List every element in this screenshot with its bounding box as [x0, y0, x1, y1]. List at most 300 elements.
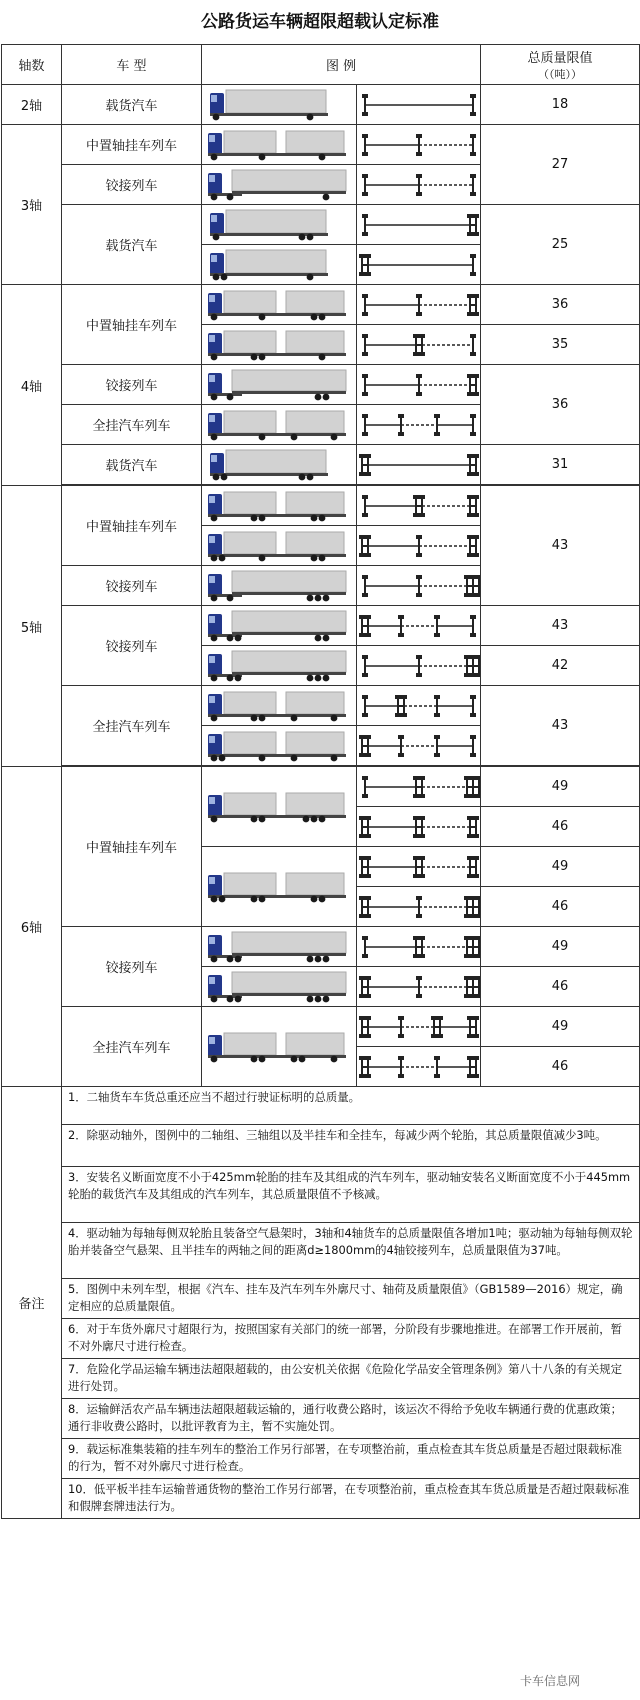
vehicle-image: [202, 405, 357, 445]
axle-group-5: 5轴: [2, 486, 62, 767]
axle-tire: [470, 713, 476, 717]
wheel: [307, 273, 314, 280]
wheel: [319, 353, 326, 360]
wheel: [315, 594, 322, 601]
type-cell: 载货汽车: [62, 445, 202, 485]
axle-tire: [398, 414, 404, 418]
note-item: 3．安装名义断面宽度不小于425mm轮胎的挂车及其组成的汽车列车，驱动轴安装名义断面宽度不小于445mm轮胎的载货汽车及其组成的汽车列车，其总质量限值不予核减。: [62, 1167, 640, 1223]
axle-tire: [467, 1016, 473, 1020]
axle-tire: [470, 254, 476, 258]
chassis: [208, 313, 278, 316]
axle-tire: [434, 753, 440, 757]
axle-tire: [467, 472, 473, 476]
axle-tire: [467, 874, 473, 878]
wheel: [227, 594, 234, 601]
axle-tire: [467, 232, 473, 236]
limit-cell: 18: [481, 85, 640, 125]
axle-tire: [470, 633, 476, 637]
axle-tire: [362, 954, 368, 958]
axle-tire: [470, 192, 476, 196]
axle-tire: [365, 753, 371, 757]
axle-tire: [365, 1016, 371, 1020]
wheel: [227, 674, 234, 681]
wheel: [213, 113, 220, 120]
axle-tire: [470, 134, 476, 138]
cargo-box: [224, 732, 276, 754]
axle-tire: [359, 615, 365, 619]
axle-tire: [467, 834, 473, 838]
axle-tire: [467, 312, 473, 316]
axle-tire: [470, 655, 476, 659]
limit-cell: 46: [481, 1047, 640, 1087]
axle-tire: [470, 735, 476, 739]
axle-tire: [473, 312, 479, 316]
note-item: 7．危险化学品运输车辆违法超限超载的，由公安机关依据《危险化学品安全管理条例》第八十八条的有关规定进行处罚。: [62, 1359, 640, 1399]
trailer-chassis: [278, 153, 346, 156]
wheel: [221, 473, 228, 480]
cab-window: [209, 295, 215, 302]
wheel: [259, 1055, 266, 1062]
wheel: [211, 193, 218, 200]
wheel: [211, 594, 218, 601]
axle-diagram: [357, 405, 481, 445]
axle-tire: [470, 954, 476, 958]
axle-tire: [467, 214, 473, 218]
axle-tire: [365, 553, 371, 557]
type-cell: 全挂汽车列车: [62, 1007, 202, 1087]
axle-tire: [464, 936, 470, 940]
axle-tire: [362, 174, 368, 178]
wheel: [211, 313, 218, 320]
axle-tire: [362, 414, 368, 418]
cab-window: [209, 616, 215, 623]
axle-tire: [476, 976, 481, 980]
cargo-box: [224, 131, 276, 153]
cab-window: [209, 415, 215, 422]
axle-diagram: [357, 807, 481, 847]
axle-tire: [365, 1034, 371, 1038]
axle-tire: [437, 1034, 443, 1038]
axle-tire: [413, 794, 419, 798]
axle-tire: [473, 374, 479, 378]
axle-tire: [365, 735, 371, 739]
type-cell: 铰接列车: [62, 606, 202, 686]
chassis: [208, 554, 278, 557]
wheel: [259, 153, 266, 160]
limit-cell: 27: [481, 125, 640, 205]
axle-tire: [434, 695, 440, 699]
wheel: [319, 313, 326, 320]
cab-window: [209, 736, 215, 743]
wheel: [311, 313, 318, 320]
wheel: [291, 1055, 298, 1062]
axle-tire: [359, 816, 365, 820]
axle-tire: [476, 593, 481, 597]
cargo-box: [224, 492, 276, 514]
axle-tire: [359, 914, 365, 918]
axle-tire: [398, 1056, 404, 1060]
axle-tire: [476, 896, 481, 900]
axle-tire: [398, 735, 404, 739]
vehicle-image: [202, 85, 357, 125]
axle-diagram: [357, 967, 481, 1007]
wheel: [259, 353, 266, 360]
axle-tire: [419, 794, 425, 798]
wheel: [211, 955, 218, 962]
axle-tire: [413, 513, 419, 517]
header-axles: 轴数: [2, 45, 62, 85]
wheel: [211, 554, 218, 561]
vehicle-image: [202, 526, 357, 566]
wheel: [291, 433, 298, 440]
wheel: [227, 393, 234, 400]
axle-tire: [365, 1056, 371, 1060]
watermark: 卡车信息网: [520, 1674, 581, 1688]
cab-window: [209, 797, 215, 804]
axle-tire: [416, 896, 422, 900]
axle-tire: [416, 374, 422, 378]
semitrailer-box: [232, 611, 346, 632]
vehicle-image: [202, 445, 357, 485]
vehicle-image: [202, 165, 357, 205]
axle-tire: [362, 495, 368, 499]
axle-tire: [419, 495, 425, 499]
axle-tire: [464, 575, 470, 579]
axle-tire: [434, 414, 440, 418]
note-item: 2．除驱动轴外，图例中的二轴组、三轴组以及半挂车和全挂车，每减少两个轮胎，其总质量限值减少3吨。: [62, 1125, 640, 1167]
axle-tire: [413, 816, 419, 820]
axle-tire: [419, 936, 425, 940]
type-cell: 中置轴挂车列车: [62, 486, 202, 566]
axle-tire: [413, 936, 419, 940]
trailer-box: [286, 331, 344, 353]
axle-tire: [473, 392, 479, 396]
wheel: [251, 895, 258, 902]
axle-tire: [365, 615, 371, 619]
axle-tire: [470, 896, 476, 900]
wheel: [307, 955, 314, 962]
wheel: [319, 815, 326, 822]
wheel: [213, 233, 220, 240]
axle-tire: [416, 392, 422, 396]
wheel: [213, 473, 220, 480]
axle-tire: [470, 352, 476, 356]
axle-tire: [434, 713, 440, 717]
cab-window: [209, 576, 215, 583]
semitrailer-chassis: [232, 191, 346, 194]
wheel: [307, 674, 314, 681]
cab-window: [209, 977, 215, 984]
axle-tire: [365, 272, 371, 276]
axle-tire: [476, 673, 481, 677]
axle-diagram: [357, 686, 481, 726]
axle-tire: [473, 513, 479, 517]
semitrailer-box: [232, 571, 346, 592]
axle-tire: [359, 753, 365, 757]
wheel: [211, 634, 218, 641]
axle-group-3: 3轴: [2, 125, 62, 285]
wheel: [319, 554, 326, 561]
axle-tire: [434, 432, 440, 436]
axle-tire: [467, 513, 473, 517]
standards-table: [1, 44, 640, 1519]
axle-tire: [416, 553, 422, 557]
wheel: [323, 594, 330, 601]
wheel: [315, 955, 322, 962]
axle-tire: [416, 976, 422, 980]
type-cell: 全挂汽车列车: [62, 686, 202, 766]
axle-diagram: [357, 526, 481, 566]
axle-diagram: [357, 646, 481, 686]
axle-tire: [365, 454, 371, 458]
type-cell: 铰接列车: [62, 365, 202, 405]
cab-window: [209, 135, 215, 142]
axle-diagram: [357, 486, 481, 526]
wheel: [227, 193, 234, 200]
axle-tire: [362, 352, 368, 356]
trailer-chassis: [278, 353, 346, 356]
axle-tire: [473, 232, 479, 236]
wheel: [235, 674, 242, 681]
type-cell: 铰接列车: [62, 566, 202, 606]
axle-tire: [473, 856, 479, 860]
wheel: [219, 754, 226, 761]
wheel: [291, 714, 298, 721]
axle-tire: [419, 816, 425, 820]
axle-tire: [467, 495, 473, 499]
axle-diagram: [357, 1047, 481, 1087]
axle-diagram: [357, 847, 481, 887]
axle-tire: [467, 294, 473, 298]
axle-tire: [473, 834, 479, 838]
axle-tire: [359, 454, 365, 458]
axle-tire: [473, 1074, 479, 1078]
chassis: [208, 153, 278, 156]
axle-tire: [362, 432, 368, 436]
axle-tire: [359, 254, 365, 258]
axle-tire: [359, 553, 365, 557]
note-item: 10．低平板半挂车运输普通货物的整治工作另行部署，在专项整治前，重点检查其车货总质量是否超过限载标准和假牌套牌违法行为。: [62, 1479, 640, 1519]
axle-diagram: [357, 245, 481, 285]
axle-group-2: 2轴: [2, 85, 62, 125]
axle-group-6: 6轴: [2, 767, 62, 1087]
axle-tire: [413, 495, 419, 499]
axle-tire: [464, 976, 470, 980]
wheel: [251, 714, 258, 721]
axle-tire: [359, 856, 365, 860]
wheel: [235, 955, 242, 962]
cab-window: [209, 536, 215, 543]
wheel: [259, 514, 266, 521]
axle-tire: [398, 432, 404, 436]
wheel: [211, 674, 218, 681]
wheel: [211, 714, 218, 721]
wheel: [251, 1055, 258, 1062]
cargo-box: [224, 1033, 276, 1055]
axle-tire: [473, 874, 479, 878]
axle-diagram: [357, 445, 481, 485]
wheel: [331, 433, 338, 440]
axle-tire: [473, 294, 479, 298]
axle-tire: [419, 513, 425, 517]
chassis: [208, 815, 278, 818]
axle-tire: [398, 633, 404, 637]
axle-tire: [416, 152, 422, 156]
axle-diagram: [357, 285, 481, 325]
axle-tire: [434, 1074, 440, 1078]
axle-tire: [419, 334, 425, 338]
axle-tire: [365, 834, 371, 838]
header-limit: 总质量限值 （（吨））: [481, 45, 640, 85]
wheel: [323, 634, 330, 641]
axle-tire: [362, 152, 368, 156]
wheel: [235, 634, 242, 641]
limit-cell: 25: [481, 205, 640, 285]
semitrailer-chassis: [232, 592, 346, 595]
trailer-box: [286, 732, 344, 754]
cab-window: [211, 455, 217, 462]
axle-tire: [365, 994, 371, 998]
wheel: [323, 393, 330, 400]
vehicle-image: [202, 205, 357, 245]
axle-tire: [413, 954, 419, 958]
axle-tire: [398, 1016, 404, 1020]
axle-tire: [419, 954, 425, 958]
cargo-box: [226, 250, 326, 273]
axle-tire: [359, 874, 365, 878]
wheel: [323, 955, 330, 962]
wheel: [259, 754, 266, 761]
axle-tire: [416, 994, 422, 998]
wheel: [211, 1055, 218, 1062]
axle-tire: [362, 575, 368, 579]
semitrailer-chassis: [232, 632, 346, 635]
cargo-box: [224, 692, 276, 714]
chassis: [208, 754, 278, 757]
axle-tire: [467, 535, 473, 539]
axle-tire: [395, 695, 401, 699]
axle-tire: [464, 794, 470, 798]
axle-tire: [434, 1056, 440, 1060]
wheel: [331, 1055, 338, 1062]
axle-tire: [362, 655, 368, 659]
axle-tire: [419, 874, 425, 878]
axle-tire: [464, 954, 470, 958]
semitrailer-box: [232, 972, 346, 993]
axle-tire: [470, 94, 476, 98]
axle-tire: [416, 294, 422, 298]
axle-tire: [362, 192, 368, 196]
trailer-box: [286, 1033, 344, 1055]
limit-cell: 43: [481, 686, 640, 766]
axle-tire: [473, 1016, 479, 1020]
axle-tire: [398, 1074, 404, 1078]
page-title: 公路货运车辆超限超载认定标准: [201, 12, 439, 32]
trailer-box: [286, 873, 344, 895]
trailer-box: [286, 532, 344, 554]
semitrailer-chassis: [232, 672, 346, 675]
axle-tire: [362, 392, 368, 396]
semitrailer-chassis: [232, 391, 346, 394]
wheel: [227, 995, 234, 1002]
axle-tire: [476, 794, 481, 798]
trailer-box: [286, 131, 344, 153]
axle-tire: [362, 936, 368, 940]
wheel: [323, 995, 330, 1002]
wheel: [251, 353, 258, 360]
axle-tire: [359, 994, 365, 998]
wheel: [211, 995, 218, 1002]
chassis: [208, 433, 278, 436]
vehicle-image: [202, 726, 357, 766]
axle-tire: [467, 816, 473, 820]
axle-tire: [359, 1034, 365, 1038]
wheel: [211, 433, 218, 440]
semitrailer-box: [232, 932, 346, 953]
cargo-box: [224, 331, 276, 353]
wheel: [227, 955, 234, 962]
axle-tire: [476, 655, 481, 659]
vehicle-image: [202, 927, 357, 967]
note-item: 1．二轴货车车货总重还应当不超过行驶证标明的总质量。: [62, 1087, 640, 1125]
chassis: [208, 714, 278, 717]
axle-tire: [470, 575, 476, 579]
axle-tire: [431, 1034, 437, 1038]
axle-tire: [476, 914, 481, 918]
wheel: [303, 815, 310, 822]
axle-tire: [470, 914, 476, 918]
axle-tire: [365, 535, 371, 539]
type-cell: 铰接列车: [62, 165, 202, 205]
axle-tire: [398, 615, 404, 619]
wheel: [307, 594, 314, 601]
axle-tire: [362, 513, 368, 517]
axle-tire: [467, 856, 473, 860]
vehicle-image: [202, 125, 357, 165]
axle-tire: [359, 896, 365, 900]
vehicle-image: [202, 285, 357, 325]
axle-tire: [362, 695, 368, 699]
limit-cell: 49: [481, 927, 640, 967]
axle-tire: [464, 914, 470, 918]
wheel: [211, 353, 218, 360]
wheel: [299, 1055, 306, 1062]
axle-tire: [413, 874, 419, 878]
trailer-box: [286, 793, 344, 815]
vehicle-image: [202, 967, 357, 1007]
axle-tire: [359, 1056, 365, 1060]
axle-tire: [395, 713, 401, 717]
axle-tire: [416, 312, 422, 316]
limit-cell: 35: [481, 325, 640, 365]
axle-tire: [473, 816, 479, 820]
axle-tire: [416, 174, 422, 178]
type-cell: 载货汽车: [62, 85, 202, 125]
cab-window: [211, 255, 217, 262]
type-cell: 载货汽车: [62, 205, 202, 285]
vehicle-image: [202, 767, 357, 847]
wheel: [227, 634, 234, 641]
axle-tire: [416, 593, 422, 597]
axle-tire: [467, 1074, 473, 1078]
axle-tire: [362, 794, 368, 798]
cargo-box: [224, 411, 276, 433]
note-item: 4．驱动轴为每轴每侧双轮胎且装备空气悬架时，3轴和4轴货车的总质量限值各增加1吨；驱动轴为每轴每侧双轮胎并装备空气悬架、且半挂车的两轴之间的距离d≥1800mm的4轴铰接列车，总质量限值为37吨。: [62, 1223, 640, 1279]
axle-tire: [434, 735, 440, 739]
wheel: [307, 995, 314, 1002]
note-item: 9．载运标准集装箱的挂车列车的整治工作另行部署，在专项整治前，重点检查其车货总质量是否超过限载标准的行为，暂不对外廓尺寸进行检查。: [62, 1439, 640, 1479]
cargo-box: [224, 793, 276, 815]
